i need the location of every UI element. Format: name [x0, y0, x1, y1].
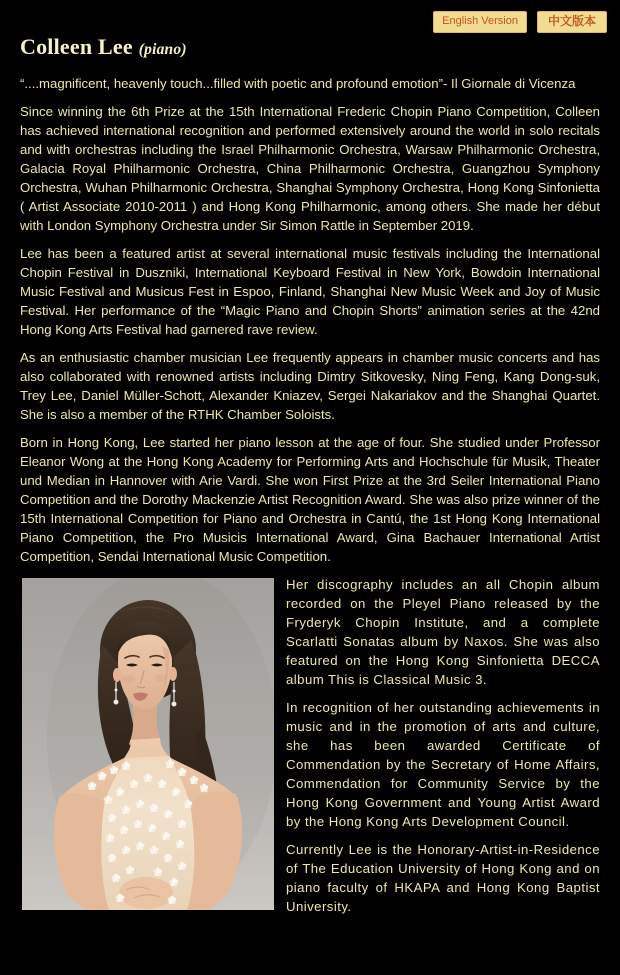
portrait-illustration: [22, 578, 274, 910]
artist-portrait-photo: [22, 578, 274, 910]
bio-paragraph-2: Lee has been a featured artist at several international music festivals including the International Chopin Festival in Duszniki, International Keyboard Festival in New York, Bowdoin International Music Festival and Musicus Fest in Espoo, Finland, Shanghai New Music Week and Joy of Music Festival. Her performance of the “Magic Piano and Chopin Shorts” animation series at the 42nd Hong Kong Arts Festival had garnered rave review.: [20, 246, 600, 337]
english-version-button[interactable]: English Version: [433, 11, 527, 33]
language-switcher: [433, 11, 607, 33]
page-content: [0, 34, 620, 916]
bio-paragraph-5: Her discography includes an all Chopin album recorded on the Pleyel Piano released by the Fryderyk Chopin Institute, and a complete Scarlatti Sonatas album by Naxos. She was also featured on the Hong Kong Sinfonietta DECCA album This is Classical Music 3.: [286, 577, 600, 687]
instrument-qualifier: (piano): [138, 41, 187, 58]
bio-paragraph-3: As an enthusiastic chamber musician Lee frequently appears in chamber music concerts and has also collaborated with renowned artists including Dimtry Sitkovesky, Ning Feng, Kang Dong-suk, Trey Lee, Daniel Müller-Schott, Alexander Kniazev, Sergei Nakariakov and the Shanghai Quartet. She is also a member of the RTHK Chamber Soloists.: [20, 350, 600, 422]
artist-name: Colleen Lee: [20, 34, 133, 59]
page-title: [20, 34, 600, 60]
bio-paragraph-1: Since winning the 6th Prize at the 15th International Frederic Chopin Piano Competition, Colleen has achieved international recognition and performed extensively around the world in solo recitals and with orchestras including the Israel Philharmonic Orchestra, Warsaw Philharmonic Orchestra, Galacia Royal Philharmonic Orchestra, China Philharmonic Orchestra, Guangzhou Symphony Orchestra, Wuhan Philharmonic Orchestra, Shanghai Symphony Orchestra, Hong Kong Sinfonietta ( Artist Associate 2010-2011 ) and Hong Kong Philharmonic, among others. She made her début with London Symphony Orchestra under Sir Simon Rattle in September 2019.: [20, 104, 600, 233]
bio-paragraph-4: Born in Hong Kong, Lee started her piano lesson at the age of four. She studied under Professor Eleanor Wong at the Hong Kong Academy for Performing Arts and Hochschule für Musik, Theater und Median in Hannover with Arie Vardi. She won First Prize at the 3rd Seiler International Piano Competition and the Dorothy Mackenzie Artist Recognition Award. She was also prize winner of the 15th International Competition for Piano and Orchestra in Cantú, the 1st Hong Kong International Piano Competition, the Pro Musicis International Award, Gina Bachauer International Artist Competition, Sendai International Music Competition.: [20, 435, 600, 564]
bio-paragraph-6: In recognition of her outstanding achievements in music and in the promotion of arts and culture, she has been awarded Certificate of Commendation by the Secretary of Home Affairs, Commendation for Community Service by the Hong Kong Government and Young Artist Award by the Hong Kong Arts Development Council.: [286, 700, 600, 829]
chinese-version-button[interactable]: 中文版本: [537, 11, 607, 33]
press-quote: “....magnificent, heavenly touch...filled with poetic and profound emotion”- Il Giornale di Vicenza: [20, 76, 576, 91]
bio-paragraph-7: Currently Lee is the Honorary-Artist-in-Residence of The Education University of Hong Kong and on piano faculty of HKAPA and Hong Kong Baptist University.: [286, 842, 600, 914]
